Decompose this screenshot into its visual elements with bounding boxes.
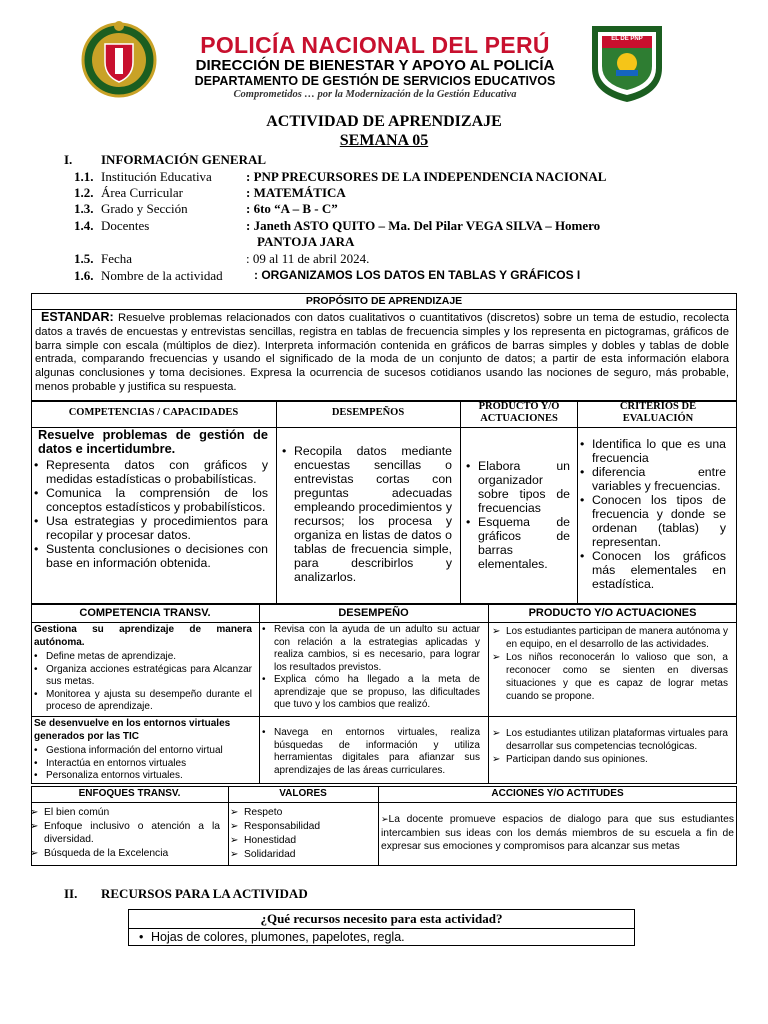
section2-title: RECURSOS PARA LA ACTIVIDAD [101, 886, 308, 901]
info-row: 1.1. Institución Educativa [74, 169, 212, 184]
col-header-criterios: CRITERIOS DE EVALUACIÓN [619, 401, 697, 424]
competencia-transv-1-items [34, 651, 252, 714]
col-header-valores: VALORES [279, 788, 327, 799]
educational-shield-logo [588, 18, 666, 104]
department-subtitle: DEPARTAMENTO DE GESTIÓN DE SERVICIOS EDUCATIVOS [194, 74, 556, 88]
col-header-competencias: COMPETENCIAS / CAPACIDADES [68, 407, 239, 418]
list-item: • Revisa con la ayuda de un adulto su actuar con relación a la estrategias aplicadas y realiza cambios, si es necesario, para lograr los resultados previstos. [262, 624, 480, 674]
info-value: : PNP PRECURSORES DE LA INDEPENDENCIA NACIONAL [246, 169, 607, 184]
activity-week: SEMANA 05 [339, 132, 429, 149]
criterios-list [580, 437, 726, 591]
list-item: • Gestiona información del entorno virtual [34, 745, 252, 758]
productos-list [466, 459, 570, 571]
info-row: 1.2. Área Curricular [74, 185, 183, 200]
competencia-transv-2-items [34, 745, 252, 783]
list-item: • Conocen los tipos de frecuencia y donde se ordenan (tablas) y representan. [580, 493, 726, 549]
valores-list [230, 806, 370, 862]
list-item: • Personaliza entornos virtuales. [34, 770, 252, 783]
activity-title: ACTIVIDAD DE APRENDIZAJE [266, 113, 502, 130]
info-row: 1.3. Grado y Sección [74, 201, 188, 216]
info-value: : ORGANIZAMOS LOS DATOS EN TABLAS Y GRÁFICOS I [254, 268, 581, 282]
col-header-competencia-transv: COMPETENCIA TRANSV. [79, 607, 211, 619]
enfoques-list [30, 806, 220, 860]
list-item: • Recopila datos mediante encuestas sencillas o entrevistas cortas con preguntas adecuadas empleando procedimientos y recursos; los procesa y organiza en listas de datos o tablas de frecuencia simple, para describirlos y analizarlos. [282, 444, 452, 584]
list-item: ➢ Respeto [230, 806, 370, 820]
capacidades-list [34, 458, 268, 570]
list-item: ➢ Honestidad [230, 834, 370, 848]
list-item: • Define metas de aprendizaje. [34, 651, 252, 664]
desempeno-transv-1 [262, 624, 480, 712]
info-value-continued: PANTOJA JARA [257, 234, 355, 249]
direction-subtitle: DIRECCIÓN DE BIENESTAR Y APOYO AL POLICÍA [195, 57, 555, 74]
proposito-header: PROPÓSITO DE APRENDIZAJE [305, 295, 463, 307]
list-item: ➢ El bien común [30, 806, 220, 820]
list-item: ➢ Enfoque inclusivo o atención a la diversidad. [30, 820, 220, 847]
list-item: • Elabora un organizador sobre tipos de frecuencias [466, 459, 570, 515]
col-header-producto-actuaciones: PRODUCTO Y/O ACTUACIONES [528, 607, 697, 619]
list-item: ➢ Participan dando sus opiniones. [492, 753, 728, 766]
list-item: • diferencia entre variables y frecuencias. [580, 465, 726, 493]
info-value: : MATEMÁTICA [246, 185, 346, 200]
competencia-transv-1: Gestiona su aprendizaje de manera autónoma. [34, 624, 252, 648]
list-item: ➢ Los estudiantes utilizan plataformas virtuales para desarrollar sus competencias tecnológicas. [492, 727, 728, 753]
list-item: ➢ Los niños reconocerán lo valioso que son, a reconocer como se sienten en diversas situaciones y que es capaz de lograr metas cuando se propone. [492, 651, 728, 703]
list-item: • Navega en entornos virtuales, realiza búsquedas de información y utiliza herramientas digitales para afianzar sus aprendizajes de las áreas curriculares. [262, 727, 480, 777]
institution-title: POLICÍA NACIONAL DEL PERÚ [200, 32, 550, 58]
competencia-transv-2: Se desenvuelve en los entornos virtuales generados por las TIC [34, 718, 231, 742]
list-item: ➢ Búsqueda de la Excelencia [30, 847, 220, 861]
list-item: ➢ Los estudiantes participan de manera autónoma y en equipo, en el desarrollo de las actividades. [492, 625, 728, 651]
list-item: ➢ Responsabilidad [230, 820, 370, 834]
col-header-desempeno: DESEMPEÑO [338, 607, 409, 619]
info-row: 1.5. Fecha [74, 251, 133, 266]
list-item: • Hojas de colores, plumones, papelotes, regla. [139, 930, 619, 945]
col-header-producto: PRODUCTO Y/O ACTUACIONES [478, 401, 560, 424]
info-value: : 6to “A – B - C” [246, 201, 338, 216]
competencia-title: Resuelve problemas de gestión de datos e incertidumbre. [38, 427, 268, 456]
list-item: • Comunica la comprensión de los conceptos estadísticos y probabilísticos. [34, 486, 268, 514]
acciones-text: ➢La docente promueve espacios de dialogo para que sus estudiantes intercambien sus ideas con los demás miembros de su escuela a fin de expresar sus emociones y compromisos para alcanzar sus metas [381, 814, 734, 852]
section-number: I. [64, 152, 73, 167]
section-title: INFORMACIÓN GENERAL [101, 152, 267, 167]
section2-number: II. [64, 886, 78, 901]
list-item: • Usa estrategias y procedimientos para recopilar y procesar datos. [34, 514, 268, 542]
recursos-question: ¿Qué recursos necesito para esta actividad? [260, 911, 503, 926]
list-item: • Monitorea y ajusta su desempeño durante el proceso de aprendizaje. [34, 689, 252, 714]
pnp-shield-logo [80, 18, 158, 104]
list-item: • Identifica lo que es una frecuencia [580, 437, 726, 465]
list-item: • Organiza acciones estratégicas para Alcanzar sus metas. [34, 664, 252, 689]
list-item: • Explica cómo ha llegado a la meta de aprendizaje que se propuso, las dificultades que tuvo y los cambios que realizó. [262, 674, 480, 712]
productos-transv-1 [492, 625, 728, 703]
col-header-desempenos: DESEMPEÑOS [331, 407, 405, 418]
desempeno-transv-2 [262, 727, 480, 777]
info-value: : Janeth ASTO QUITO – Ma. Del Pilar VEGA SILVA – Homero [246, 218, 601, 233]
desempeno-list [282, 444, 452, 584]
info-row: 1.4. Docentes [74, 218, 150, 233]
recursos-list [139, 930, 619, 945]
col-header-acciones: ACCIONES Y/O ACTITUDES [491, 788, 624, 799]
list-item: • Esquema de gráficos de barras elementales. [466, 515, 570, 571]
list-item: ➢ Solidaridad [230, 848, 370, 862]
estandar-text: ESTANDAR: Resuelve problemas relacionados con datos cualitativos o cuantitativos (discretos) sobre un tema de estudio, recolecta datos a través de encuestas y entrevistas sencillas, registra en tablas de frecuencia simples y los representa en pictogramas, gráficos de barra simple con escala (múltiplos de diez). Interpreta información contenida en gráficos de barras simples y dobles y tablas de doble entrada, comparando frecuencias y usando el significado de la moda de un conjunto de datos; a partir de esta información elabora algunas conclusiones y toma decisiones. Expresa la ocurrencia de sucesos cotidianos usando las nociones de seguro, más probable, menos probable y justifica su respuesta. [35, 310, 729, 393]
list-item: • Representa datos con gráficos y medidas estadísticas o probabilísticas. [34, 458, 268, 486]
productos-transv-2 [492, 727, 728, 766]
list-item: • Interactúa en entornos virtuales [34, 758, 252, 771]
slogan: Comprometidos … por la Modernización de la Gestión Educativa [233, 89, 517, 100]
col-header-enfoques: ENFOQUES TRANSV. [78, 788, 181, 799]
info-row: 1.6.Nombre de la actividad [74, 268, 223, 283]
list-item: • Conocen los gráficos más elementales en estadística. [580, 549, 726, 591]
info-value: : 09 al 11 de abril 2024. [246, 251, 370, 266]
logo-caption: EL DE PNP [611, 36, 643, 42]
list-item: • Sustenta conclusiones o decisiones con base en información obtenida. [34, 542, 268, 570]
